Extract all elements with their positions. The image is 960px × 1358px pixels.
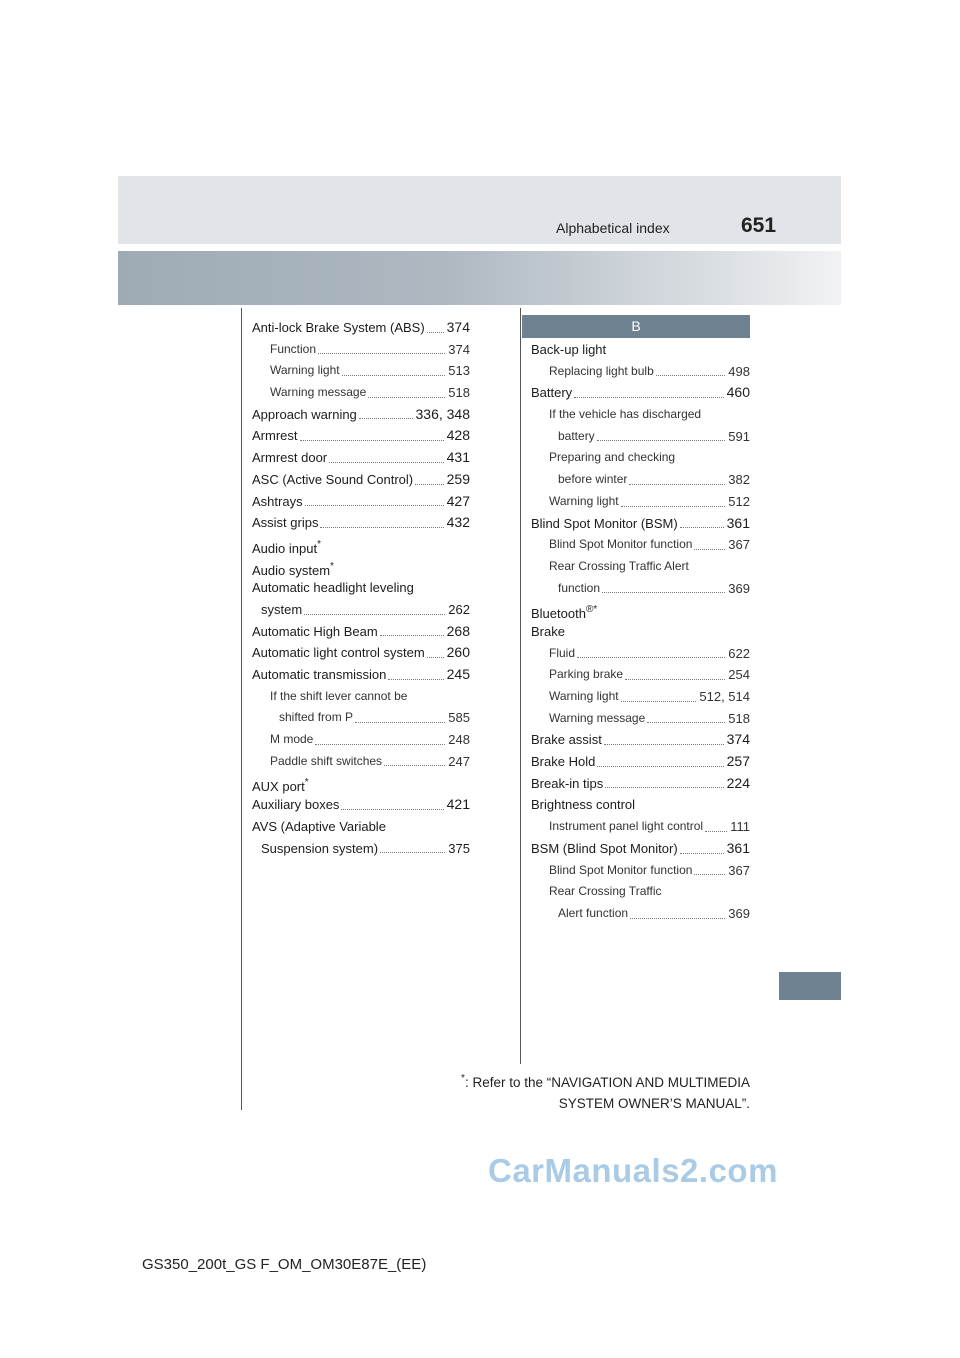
index-entry: [531, 773, 750, 795]
index-entry-term: BSM (Blind Spot Monitor): [531, 840, 678, 856]
index-entry-page: 247: [447, 751, 470, 773]
index-entry-page: 260: [446, 642, 470, 664]
left-index-column: [252, 317, 470, 859]
index-entry-term: Warning light: [549, 493, 619, 508]
index-entry-term: Bluetooth: [531, 606, 586, 622]
index-entry: [531, 751, 750, 773]
dot-leader: [597, 440, 726, 441]
left-margin-rule: [241, 308, 242, 1110]
index-entry-page: 382: [727, 469, 750, 491]
dot-leader: [318, 353, 445, 354]
index-entry-page: 428: [446, 425, 470, 447]
index-entry-term: Audio input: [252, 540, 318, 556]
dot-leader: [427, 657, 444, 658]
index-entry-page: 336, 348: [415, 404, 471, 426]
index-entry: [531, 513, 750, 535]
index-entry: [531, 643, 750, 665]
index-entry: [531, 903, 750, 925]
index-entry: [531, 426, 750, 448]
index-entry-term: If the shift lever cannot be: [270, 688, 408, 703]
footnote-line-1: : Refer to the “NAVIGATION AND MULTIMEDIA: [464, 1075, 750, 1090]
index-entry-term: AUX port: [252, 779, 305, 795]
dot-leader: [647, 722, 725, 723]
index-entry: [252, 686, 470, 708]
index-entry: [531, 339, 750, 361]
index-entry: [531, 881, 750, 903]
dot-leader: [304, 614, 445, 615]
footnote-marker: ®*: [585, 604, 598, 616]
index-entry-page: 375: [447, 838, 470, 860]
index-entry: [531, 361, 750, 383]
index-entry-page: 111: [729, 816, 750, 838]
index-entry: [531, 860, 750, 882]
index-entry: [252, 838, 470, 860]
dot-leader: [680, 527, 724, 528]
index-entry: [252, 816, 470, 838]
index-entry-page: 374: [447, 339, 470, 361]
index-entry-page: 431: [446, 447, 470, 469]
dot-leader: [621, 701, 697, 702]
index-entry: [252, 512, 470, 534]
dot-leader: [388, 679, 443, 680]
index-entry: [531, 599, 750, 621]
page-number: 651: [741, 214, 777, 237]
index-entry-term: Blind Spot Monitor function: [549, 537, 693, 552]
index-entry-term: Auxiliary boxes: [252, 797, 340, 813]
dot-leader: [574, 397, 723, 398]
dot-leader: [380, 852, 445, 853]
index-entry-term: Break-in tips: [531, 775, 604, 791]
index-entry-term: Warning message: [270, 385, 367, 400]
index-entry-term: Replacing light bulb: [549, 363, 654, 378]
dot-leader: [621, 506, 726, 507]
chapter-banner: [118, 251, 841, 305]
index-entry-term: system: [261, 601, 303, 617]
index-entry-term: Armrest: [252, 428, 298, 444]
footnote-marker: *: [330, 560, 334, 572]
index-entry: [531, 816, 750, 838]
section-title: Alphabetical index: [556, 220, 670, 236]
index-entry-page: 432: [446, 512, 470, 534]
index-entry: [531, 729, 750, 751]
dot-leader: [630, 918, 725, 919]
index-entry-term: Brightness control: [531, 797, 636, 813]
index-entry: [531, 491, 750, 513]
index-entry-term: Brake: [531, 623, 565, 639]
index-entry-term: Paddle shift switches: [270, 753, 383, 768]
dot-leader: [427, 332, 444, 333]
dot-leader: [380, 635, 444, 636]
footnote: [461, 1068, 750, 1114]
index-entry-term: Alert function: [558, 905, 629, 920]
index-entry-page: 268: [446, 621, 470, 643]
index-entry: [531, 708, 750, 730]
footnote-line-2: SYSTEM OWNER’S MANUAL”.: [558, 1096, 750, 1111]
dot-leader: [680, 853, 724, 854]
dot-leader: [341, 809, 443, 810]
dot-leader: [342, 375, 446, 376]
index-entry: [531, 686, 750, 708]
index-entry-page: 460: [726, 382, 750, 404]
index-entry: [252, 729, 470, 751]
dot-leader: [300, 440, 444, 441]
dot-leader: [694, 874, 725, 875]
index-entry-term: AVS (Adaptive Variable: [252, 818, 386, 834]
index-entry-term: Suspension system): [261, 840, 379, 856]
index-entry-term: Armrest door: [252, 450, 328, 466]
index-entry: [531, 382, 750, 404]
dot-leader: [368, 397, 445, 398]
index-entry-term: Assist grips: [252, 515, 319, 531]
dot-leader: [415, 484, 444, 485]
index-entry-page: 427: [446, 491, 470, 513]
index-entry-term: Blind Spot Monitor (BSM): [531, 515, 678, 531]
index-entry-term: Rear Crossing Traffic Alert: [549, 558, 689, 573]
watermark: CarManuals2.com: [488, 1152, 778, 1189]
index-entry: [531, 664, 750, 686]
index-entry: [252, 447, 470, 469]
index-entry: [531, 404, 750, 426]
index-entry: [252, 425, 470, 447]
index-entry-term: Automatic High Beam: [252, 623, 378, 639]
index-entry: [252, 339, 470, 361]
index-entry-term: Battery: [531, 385, 573, 401]
index-entry-term: Anti-lock Brake System (ABS): [252, 320, 425, 335]
index-entry: [252, 404, 470, 426]
index-entry-term: before winter: [558, 472, 628, 487]
dot-leader: [656, 375, 726, 376]
footer-doc-code: GS350_200t_GS F_OM_OM30E87E_(EE): [142, 1256, 427, 1273]
index-entry-term: Warning message: [549, 710, 646, 725]
footnote-marker: *: [304, 777, 309, 789]
dot-leader: [359, 418, 413, 419]
index-entry-page: 369: [727, 578, 750, 600]
index-entry-page: 622: [727, 643, 750, 665]
index-entry-page: 518: [727, 708, 750, 730]
index-entry-term: Ashtrays: [252, 493, 303, 509]
index-entry-term: Parking brake: [549, 667, 624, 682]
dot-leader: [355, 722, 445, 723]
index-entry-term: Function: [270, 341, 317, 356]
index-entry-term: Automatic light control system: [252, 645, 425, 661]
index-entry: [531, 447, 750, 469]
index-entry-page: 591: [727, 426, 750, 448]
index-entry-page: 512, 514: [698, 686, 750, 708]
dot-leader: [629, 484, 725, 485]
index-entry: [531, 578, 750, 600]
index-entry: [252, 621, 470, 643]
dot-leader: [384, 765, 445, 766]
index-entry-term: If the vehicle has discharged: [549, 407, 702, 422]
index-entry: [252, 642, 470, 664]
dot-leader: [577, 657, 725, 658]
index-entry-term: Brake assist: [531, 732, 602, 748]
index-entry-page: 259: [446, 469, 470, 491]
index-entry: [531, 534, 750, 556]
index-entry: [252, 772, 470, 794]
index-entry: [252, 534, 470, 556]
dot-leader: [604, 744, 724, 745]
index-entry-page: 361: [726, 838, 750, 860]
index-entry-term: Approach warning: [252, 406, 357, 422]
index-entry: [252, 491, 470, 513]
dot-leader: [705, 831, 727, 832]
dot-leader: [602, 592, 725, 593]
index-entry: [531, 794, 750, 816]
index-entry: [531, 469, 750, 491]
index-entry-page: 254: [727, 664, 750, 686]
index-entry-page: 367: [727, 860, 750, 882]
index-entry-page: 498: [727, 361, 750, 383]
index-entry-term: Fluid: [549, 645, 576, 660]
chapter-side-tab: [779, 972, 841, 1000]
index-entry-page: 585: [447, 707, 470, 729]
dot-leader: [694, 549, 725, 550]
right-index-column: [531, 339, 750, 925]
index-entry: [252, 382, 470, 404]
index-entry: [252, 664, 470, 686]
dot-leader: [305, 505, 444, 506]
dot-leader: [315, 744, 445, 745]
dot-leader: [597, 766, 723, 767]
dot-leader: [605, 787, 723, 788]
index-entry-term: function: [558, 580, 601, 595]
index-entry-term: shifted from P: [279, 710, 354, 725]
index-entry: [252, 794, 470, 816]
index-entry: [252, 556, 470, 578]
index-entry-page: 513: [447, 360, 470, 382]
index-entry-term: Brake Hold: [531, 754, 596, 770]
index-entry-term: Automatic transmission: [252, 667, 387, 682]
index-entry-page: 369: [727, 903, 750, 925]
index-entry: [531, 556, 750, 578]
index-entry-page: 512: [727, 491, 750, 513]
index-entry-term: Warning light: [549, 689, 619, 703]
index-entry: [252, 599, 470, 621]
dot-leader: [625, 679, 725, 680]
index-entry-page: 361: [726, 513, 750, 535]
dot-leader: [320, 527, 443, 528]
dot-leader: [329, 462, 444, 463]
index-entry-page: 421: [446, 794, 470, 816]
index-entry-page: 367: [727, 534, 750, 556]
index-entry-page: 245: [446, 664, 470, 686]
index-entry-term: Blind Spot Monitor function: [549, 862, 693, 877]
index-entry-term: Instrument panel light control: [549, 819, 704, 834]
header-band: [118, 176, 841, 244]
letter-header-b: B: [522, 315, 750, 338]
index-entry: [252, 577, 470, 599]
index-entry-term: Preparing and checking: [549, 450, 676, 465]
index-entry-page: 374: [726, 729, 750, 751]
index-entry-term: Rear Crossing Traffic: [549, 884, 662, 899]
index-entry: [531, 838, 750, 860]
index-entry-term: Back-up light: [531, 342, 607, 357]
index-entry-term: ASC (Active Sound Control): [252, 471, 414, 487]
index-entry: [531, 621, 750, 643]
index-entry: [252, 469, 470, 491]
index-entry-term: Warning light: [270, 363, 340, 378]
index-entry-page: 518: [447, 382, 470, 404]
index-entry-page: 257: [726, 751, 750, 773]
index-entry: [252, 707, 470, 729]
index-entry-term: M mode: [270, 732, 314, 747]
index-entry-page: 262: [447, 599, 470, 621]
index-entry-term: Automatic headlight leveling: [252, 580, 414, 596]
index-entry: [252, 317, 470, 339]
index-entry-term: Audio system: [252, 562, 331, 578]
index-entry-page: 374: [446, 317, 470, 339]
index-entry: [252, 360, 470, 382]
column-divider: [520, 308, 521, 1064]
index-entry-term: battery: [558, 428, 595, 443]
footnote-marker: *: [317, 538, 321, 550]
index-entry: [252, 751, 470, 773]
index-entry-page: 224: [726, 773, 750, 795]
index-entry-page: 248: [447, 729, 470, 751]
footnote-mark: *: [461, 1073, 465, 1084]
